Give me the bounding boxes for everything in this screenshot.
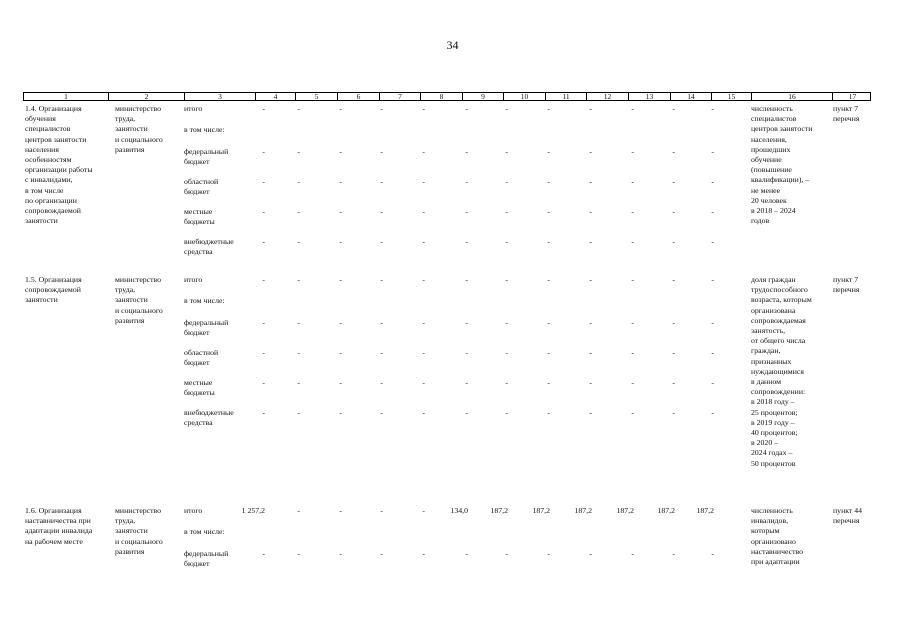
value-cell: - (465, 408, 468, 417)
page-number: 34 (446, 38, 459, 52)
value-cell: - (465, 147, 468, 156)
measure-name (25, 275, 82, 306)
header-cell-14: 14 (670, 92, 711, 101)
value-cell: - (297, 104, 300, 113)
value-cell: - (631, 237, 634, 246)
measure-name-line: организации работы (25, 165, 93, 175)
row-label-line: внебюджетные (184, 408, 234, 417)
value-cell: - (631, 549, 634, 558)
row-label-line: итого (184, 275, 203, 284)
row-label-line: средства (184, 247, 213, 257)
target-indicator-line: от общего числа (751, 336, 806, 346)
value-cell: - (262, 378, 265, 387)
list-reference (833, 104, 859, 124)
header-cell-17: 17 (832, 92, 872, 101)
value-cell: - (380, 318, 383, 327)
row-label (184, 207, 215, 227)
measure-name (25, 506, 92, 547)
value-cell: - (589, 207, 592, 216)
row-label-line: федеральный (184, 147, 229, 156)
value-cell: - (505, 378, 508, 387)
value-cell: - (589, 104, 592, 113)
row-label-line: бюджет (184, 187, 210, 197)
value-cell: - (297, 207, 300, 216)
value-cell: - (380, 207, 383, 216)
value-cell: - (339, 104, 342, 113)
value-cell: - (297, 147, 300, 156)
value-cell: - (339, 275, 342, 284)
row-label-line: местные (184, 378, 213, 387)
measure-name-line: 1.4. Организация (25, 104, 82, 113)
target-indicator-line: 25 процентов; (751, 407, 798, 417)
value-cell: - (631, 275, 634, 284)
value-cell: - (672, 207, 675, 216)
target-indicator-line: 20 человек (751, 195, 787, 205)
measure-name-line: наставничества при (25, 516, 91, 526)
value-cell: 187,2 (532, 506, 550, 515)
row-label (184, 147, 228, 167)
value-cell: - (631, 207, 634, 216)
value-cell: - (505, 348, 508, 357)
executor-line: труда, (115, 285, 136, 295)
value-cell: - (547, 237, 550, 246)
value-cell: - (339, 207, 342, 216)
value-cell: - (547, 104, 550, 113)
row-label-line: бюджет (184, 157, 210, 167)
value-cell: - (465, 207, 468, 216)
value-cell: - (589, 549, 592, 558)
value-cell: - (262, 348, 265, 357)
list-reference-line: пункт 7 (833, 275, 859, 284)
value-cell: - (465, 177, 468, 186)
value-cell: - (711, 147, 714, 156)
value-cell: - (262, 207, 265, 216)
measure-name-line: с инвалидами, (25, 175, 73, 185)
row-label-line: бюджет (184, 559, 210, 569)
value-cell: 187,2 (574, 506, 592, 515)
value-cell: 187,2 (657, 506, 675, 515)
value-cell: - (297, 506, 300, 515)
value-cell: - (465, 104, 468, 113)
measure-name-line: занятости (25, 295, 58, 305)
value-cell: 187,2 (616, 506, 634, 515)
target-indicator-line: 40 процентов; (751, 428, 798, 438)
row-label-line: областной (184, 348, 219, 357)
row-label (184, 177, 218, 197)
value-cell: - (672, 549, 675, 558)
measure-name-line: в том числе (25, 185, 64, 195)
row-label-line: федеральный (184, 318, 229, 327)
target-indicator-line: сопровождении: (751, 387, 806, 397)
target-indicator-line: годов (751, 216, 770, 226)
value-cell: - (339, 147, 342, 156)
value-cell: - (505, 549, 508, 558)
header-cell-16: 16 (751, 92, 832, 101)
list-reference (833, 275, 859, 295)
value-cell: - (422, 378, 425, 387)
target-indicator-line: численность (751, 506, 793, 515)
row-label-line: итого (184, 104, 203, 113)
target-indicator-line: (повышение (751, 165, 792, 175)
value-cell: - (505, 275, 508, 284)
target-indicator-line: в 2019 году – (751, 417, 795, 427)
executor-line: и социального (115, 536, 163, 546)
row-label-line: в том числе: (184, 527, 225, 536)
target-indicator-line: 50 процентов (751, 458, 796, 468)
row-label (184, 104, 202, 114)
header-cell-9: 9 (462, 92, 503, 101)
value-cell: - (711, 237, 714, 246)
value-cell: - (380, 506, 383, 515)
value-cell: - (339, 348, 342, 357)
header-cell-5: 5 (295, 92, 337, 101)
header-cell-6: 6 (337, 92, 379, 101)
row-label-line: в том числе: (184, 296, 225, 305)
target-indicator (751, 275, 812, 469)
executor-line: труда, (115, 114, 136, 124)
list-reference-line: пункт 7 (833, 104, 859, 113)
measure-name-line: сопровождаемой (25, 206, 81, 216)
value-cell: - (589, 147, 592, 156)
value-cell: - (339, 237, 342, 246)
measure-name-line: по организации (25, 195, 77, 205)
value-cell: - (505, 104, 508, 113)
row-label-line: итого (184, 506, 203, 515)
executor-line: министерство (115, 275, 162, 284)
executor (115, 275, 163, 326)
value-cell: - (297, 177, 300, 186)
value-cell: - (380, 275, 383, 284)
value-cell: - (711, 275, 714, 284)
measure-name-line: специалистов (25, 124, 71, 134)
row-label-line: федеральный (184, 549, 229, 558)
value-cell: - (297, 237, 300, 246)
value-cell: - (380, 147, 383, 156)
value-cell: - (711, 348, 714, 357)
value-cell: 187,2 (490, 506, 508, 515)
value-cell: - (422, 275, 425, 284)
row-label (184, 506, 202, 516)
header-cell-12: 12 (586, 92, 628, 101)
target-indicator-line: населения, (751, 134, 787, 144)
value-cell: - (589, 348, 592, 357)
measure-name-line: адаптации инвалида (25, 526, 93, 536)
value-cell: - (465, 275, 468, 284)
value-cell: - (380, 177, 383, 186)
value-cell: - (262, 177, 265, 186)
value-cell: - (380, 348, 383, 357)
list-reference-line: пункт 44 (833, 506, 863, 515)
target-indicator-line: организовано (751, 536, 796, 546)
value-cell: - (380, 549, 383, 558)
value-cell: - (672, 378, 675, 387)
value-cell: - (711, 207, 714, 216)
value-cell: - (672, 275, 675, 284)
value-cell: - (505, 237, 508, 246)
target-indicator-line: 2024 годах – (751, 448, 793, 458)
target-indicator-line: при адаптации (751, 557, 800, 567)
executor-line: развития (115, 315, 145, 325)
value-cell: - (297, 549, 300, 558)
row-label (184, 378, 215, 398)
value-cell: - (505, 318, 508, 327)
target-indicator-line: инвалидов, (751, 516, 789, 526)
value-cell: - (465, 237, 468, 246)
target-indicator-line: наставничество (751, 546, 804, 556)
value-cell: - (380, 378, 383, 387)
value-cell: - (589, 408, 592, 417)
value-cell: - (422, 549, 425, 558)
value-cell: - (547, 177, 550, 186)
value-cell: - (672, 318, 675, 327)
value-cell: - (589, 275, 592, 284)
executor-line: занятости (115, 526, 148, 536)
measure-name-line: занятости (25, 216, 58, 226)
value-cell: - (262, 549, 265, 558)
target-indicator-line: организована (751, 305, 796, 315)
measure-name (25, 104, 93, 226)
target-indicator-line: обучение (751, 155, 782, 165)
value-cell: - (465, 348, 468, 357)
value-cell: - (672, 177, 675, 186)
value-cell: - (547, 378, 550, 387)
header-cell-8: 8 (420, 92, 462, 101)
value-cell: - (380, 104, 383, 113)
value-cell: - (422, 177, 425, 186)
row-label-line: бюджет (184, 328, 210, 338)
value-cell: - (422, 104, 425, 113)
target-indicator-line: доля граждан (751, 275, 796, 284)
list-reference-line: перечня (833, 114, 860, 124)
value-cell: - (589, 237, 592, 246)
value-cell: - (505, 177, 508, 186)
value-cell: - (339, 177, 342, 186)
value-cell: 134,0 (450, 506, 468, 515)
value-cell: - (505, 147, 508, 156)
row-label (184, 318, 228, 338)
row-label (184, 348, 218, 368)
row-label-line: бюджеты (184, 388, 215, 398)
value-cell: - (422, 348, 425, 357)
value-cell: - (422, 506, 425, 515)
executor-line: занятости (115, 295, 148, 305)
target-indicator-line: трудоспособного (751, 285, 808, 295)
header-cell-15: 15 (711, 92, 751, 101)
value-cell: - (631, 348, 634, 357)
target-indicator (751, 104, 812, 226)
value-cell: - (631, 104, 634, 113)
value-cell: - (631, 408, 634, 417)
value-cell: - (672, 408, 675, 417)
target-indicator-line: граждан, (751, 346, 781, 356)
value-cell: - (262, 237, 265, 246)
executor-line: развития (115, 546, 145, 556)
row-label (184, 296, 225, 306)
header-cell-4: 4 (255, 92, 295, 101)
target-indicator-line: занятость, (751, 326, 786, 336)
target-indicator-line: не менее (751, 185, 781, 195)
executor-line: развития (115, 144, 145, 154)
value-cell: - (589, 177, 592, 186)
executor-line: занятости (115, 124, 148, 134)
value-cell: - (297, 348, 300, 357)
value-cell: - (631, 147, 634, 156)
value-cell: - (297, 378, 300, 387)
value-cell: - (339, 378, 342, 387)
header-cell-13: 13 (628, 92, 670, 101)
target-indicator (751, 506, 803, 567)
executor-line: и социального (115, 305, 163, 315)
executor-line: и социального (115, 134, 163, 144)
row-label-line: средства (184, 418, 213, 428)
target-indicator-line: специалистов (751, 114, 797, 124)
measure-name-line: особенностям (25, 155, 72, 165)
value-cell: - (631, 177, 634, 186)
target-indicator-line: в данном (751, 377, 782, 387)
value-cell: - (631, 378, 634, 387)
table-header-row (23, 92, 871, 101)
measure-name-line: обучения (25, 114, 56, 124)
value-cell: - (672, 104, 675, 113)
measure-name-line: сопровождаемой (25, 285, 81, 295)
target-indicator-line: прошедших (751, 144, 791, 154)
value-cell: - (297, 275, 300, 284)
value-cell: - (339, 318, 342, 327)
measure-name-line: на рабочем месте (25, 536, 83, 546)
measure-name-line: 1.5. Организация (25, 275, 82, 284)
value-cell: - (547, 348, 550, 357)
value-cell: - (465, 318, 468, 327)
row-label (184, 125, 225, 135)
value-cell: - (547, 275, 550, 284)
value-cell: - (465, 378, 468, 387)
header-cell-3: 3 (184, 92, 255, 101)
row-label-line: бюджеты (184, 217, 215, 227)
header-cell-2: 2 (108, 92, 184, 101)
executor (115, 506, 163, 557)
target-indicator-line: квалификации), – (751, 175, 810, 185)
executor (115, 104, 163, 155)
value-cell: - (380, 408, 383, 417)
measure-name-line: центров занятости (25, 134, 87, 144)
value-cell: - (262, 147, 265, 156)
executor-line: министерство (115, 506, 162, 515)
value-cell: - (547, 549, 550, 558)
value-cell: - (339, 549, 342, 558)
value-cell: 187,2 (696, 506, 714, 515)
list-reference (833, 506, 862, 526)
header-cell-1: 1 (64, 92, 68, 101)
value-cell: - (672, 147, 675, 156)
executor-line: министерство (115, 104, 162, 113)
value-cell: - (711, 408, 714, 417)
value-cell: - (465, 549, 468, 558)
value-cell: - (505, 207, 508, 216)
list-reference-line: перечня (833, 516, 860, 526)
target-indicator-line: центров занятости (751, 124, 813, 134)
value-cell: - (672, 348, 675, 357)
target-indicator-line: численность (751, 104, 793, 113)
value-cell: - (422, 237, 425, 246)
list-reference-line: перечня (833, 285, 860, 295)
value-cell: - (297, 318, 300, 327)
row-label-line: в том числе: (184, 125, 225, 134)
executor-line: труда, (115, 516, 136, 526)
header-cell-7: 7 (379, 92, 420, 101)
target-indicator-line: в 2018 году – (751, 397, 795, 407)
value-cell: - (262, 318, 265, 327)
value-cell: - (589, 378, 592, 387)
target-indicator-line: которым (751, 526, 780, 536)
measure-name-line: населения (25, 144, 59, 154)
value-cell: - (711, 378, 714, 387)
header-cell-10: 10 (503, 92, 545, 101)
value-cell: - (711, 104, 714, 113)
value-cell: - (672, 237, 675, 246)
value-cell: - (505, 408, 508, 417)
row-label-line: бюджет (184, 358, 210, 368)
value-cell: - (711, 318, 714, 327)
measure-name-line: 1.6. Организация (25, 506, 82, 515)
row-label (184, 549, 228, 569)
value-cell: - (262, 104, 265, 113)
value-cell: - (422, 408, 425, 417)
value-cell: 1 257,2 (241, 506, 265, 515)
value-cell: - (422, 147, 425, 156)
value-cell: - (422, 207, 425, 216)
value-cell: - (547, 207, 550, 216)
value-cell: - (262, 275, 265, 284)
row-label-line: областной (184, 177, 219, 186)
row-label-line: местные (184, 207, 213, 216)
header-cell-11: 11 (545, 92, 586, 101)
value-cell: - (711, 177, 714, 186)
value-cell: - (547, 147, 550, 156)
value-cell: - (380, 237, 383, 246)
value-cell: - (422, 318, 425, 327)
value-cell: - (547, 318, 550, 327)
target-indicator-line: сопровождаемая (751, 315, 806, 325)
value-cell: - (339, 408, 342, 417)
value-cell: - (262, 408, 265, 417)
row-label (184, 527, 225, 537)
target-indicator-line: нуждающимися (751, 366, 804, 376)
value-cell: - (711, 549, 714, 558)
target-indicator-line: в 2020 – (751, 438, 779, 448)
value-cell: - (339, 506, 342, 515)
row-label (184, 275, 202, 285)
target-indicator-line: признанных (751, 356, 792, 366)
target-indicator-line: в 2018 – 2024 (751, 206, 796, 216)
value-cell: - (589, 318, 592, 327)
value-cell: - (297, 408, 300, 417)
value-cell: - (631, 318, 634, 327)
value-cell: - (547, 408, 550, 417)
target-indicator-line: возраста, которым (751, 295, 812, 305)
row-label-line: внебюджетные (184, 237, 234, 246)
